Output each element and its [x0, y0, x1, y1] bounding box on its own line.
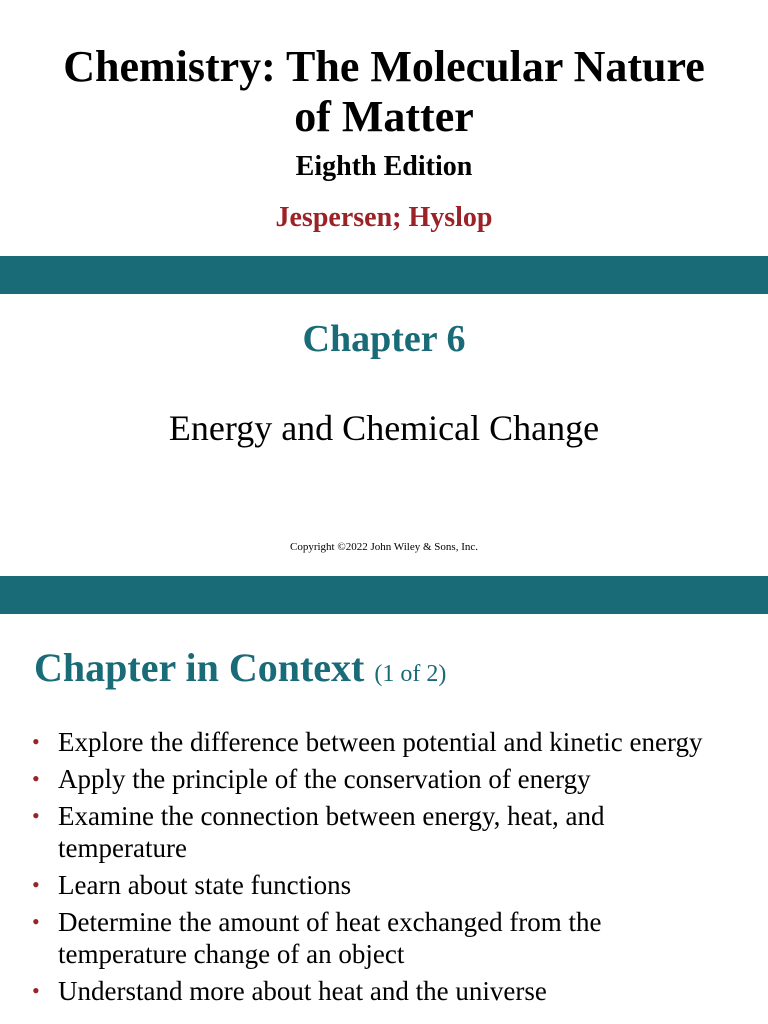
slide-divider-band — [0, 576, 768, 614]
copyright-notice: Copyright ©2022 John Wiley & Sons, Inc. — [290, 541, 478, 553]
list-item-text: Examine the connection between energy, heat, and temperature — [58, 801, 605, 863]
list-item — [0, 763, 768, 795]
bullet-icon: • — [32, 872, 40, 897]
list-item — [0, 975, 768, 1007]
bullet-icon: • — [32, 909, 40, 934]
list-item — [0, 726, 768, 758]
bullet-icon: • — [32, 766, 40, 791]
edition-label: Eighth Edition — [295, 151, 473, 182]
authors-label: Jespersen; Hyslop — [275, 202, 493, 233]
slide-divider-band — [0, 256, 768, 294]
list-item — [0, 906, 768, 970]
context-bullet-list — [0, 726, 768, 1012]
list-item-text: Learn about state functions — [58, 870, 352, 900]
list-item-text: Determine the amount of heat exchanged from the temperature change of an object — [58, 907, 602, 969]
list-item — [0, 869, 768, 901]
context-title — [34, 644, 446, 698]
book-title-line2: of Matter — [294, 92, 474, 141]
context-title-text: Chapter in Context — [34, 645, 365, 690]
list-item-text: Apply the principle of the conservation of energy — [58, 764, 591, 794]
bullet-icon: • — [32, 803, 40, 828]
chapter-slide — [0, 294, 768, 576]
book-title-line1: Chemistry: The Molecular Nature — [63, 42, 705, 91]
chapter-number: Chapter 6 — [302, 318, 466, 360]
bullet-icon: • — [32, 729, 40, 754]
chapter-subtitle: Energy and Chemical Change — [168, 408, 600, 448]
list-item-text: Explore the difference between potential and kinetic energy — [58, 727, 703, 757]
title-slide — [0, 0, 768, 256]
bullet-icon: • — [32, 978, 40, 1003]
context-page-count: (1 of 2) — [374, 661, 447, 687]
list-item — [0, 800, 768, 864]
context-slide — [0, 614, 768, 1024]
book-title — [0, 42, 768, 142]
list-item-text: Understand more about heat and the universe — [58, 976, 547, 1006]
